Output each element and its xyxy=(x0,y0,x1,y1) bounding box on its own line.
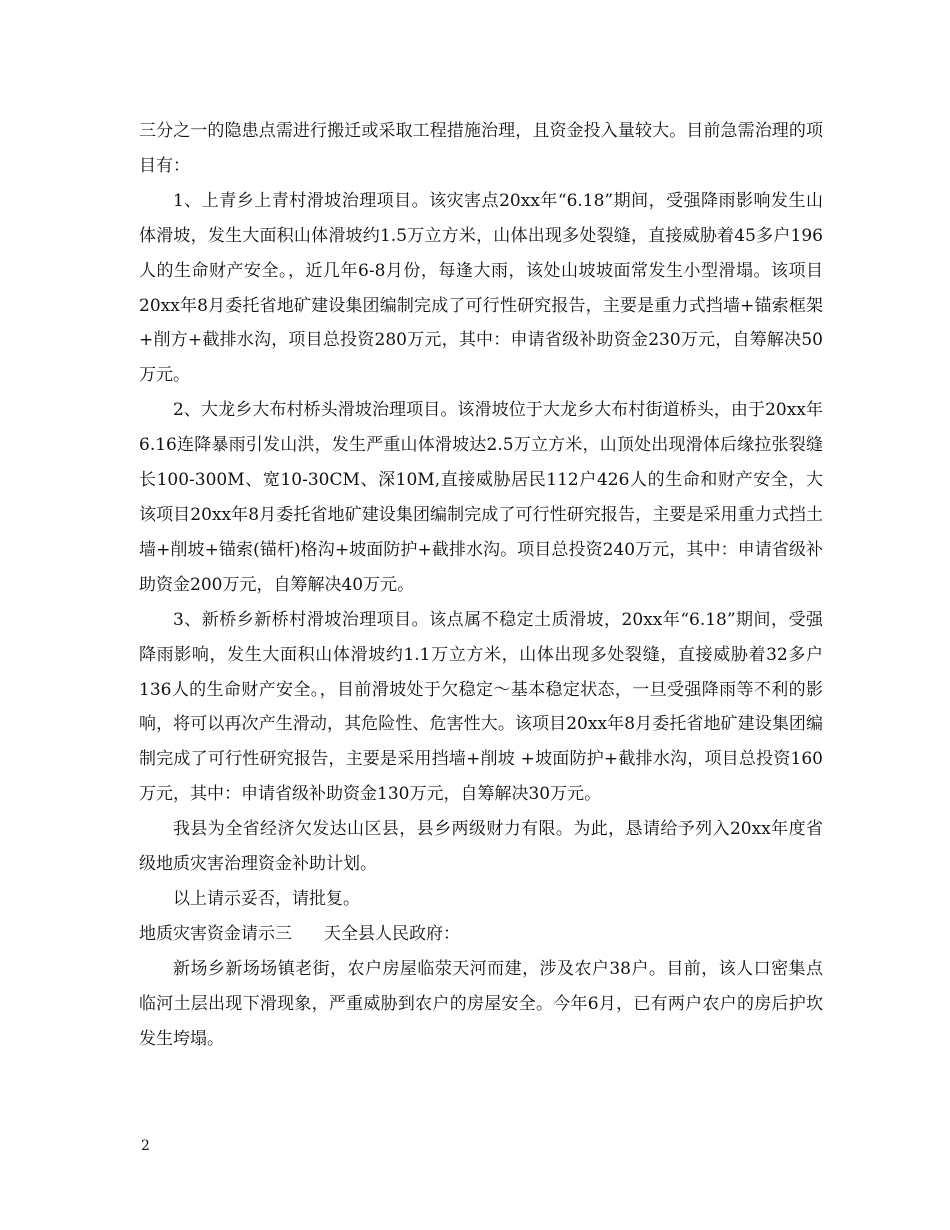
paragraph-project-1: 1、上青乡上青村滑坡治理项目。该灾害点20xx年“6.18”期间，受强降雨影响发生山体滑坡，发生大面积山体滑坡约1.5万立方米，山体出现多处裂缝，直接威胁着45多户196人的生命财产安全。，近几年6-8月份，每逢大雨，该处山坡坡面常发生小型滑塌。该项目20xx年8月委托省地矿建设集团编制完成了可行性研究报告，主要是重力式挡墙+锚索框架+削方+截排水沟，项目总投资280万元，其中：申请省级补助资金230万元，自筹解决50万元。 xyxy=(139,190,823,386)
section-heading-line xyxy=(139,917,823,952)
page-number: 2 xyxy=(141,1138,150,1154)
document-body xyxy=(139,114,823,1056)
paragraph-project-3: 3、新桥乡新桥村滑坡治理项目。该点属不稳定土质滑坡，20xx年“6.18”期间，受强降雨影响，发生大面积山体滑坡约1.1万立方米，山体出现多处裂缝，直接威胁着32多户136人的生命财产安全。，目前滑坡处于欠稳定～基本稳定状态，一旦受强降雨等不利的影响，将可以再次产生滑动，其危险性、危害性大。该项目20xx年8月委托省地矿建设集团编制完成了可行性研究报告，主要是采用挡墙+削坡 +坡面防护+截排水沟，项目总投资160万元，其中：申请省级补助资金130万元，自筹解决30万元。 xyxy=(139,609,823,805)
paragraph-request: 我县为全省经济欠发达山区县，县乡两级财力有限。为此，恳请给予列入20xx年度省级地质灾害治理资金补助计划。 xyxy=(139,819,823,875)
paragraph-xinchang: 新场乡新场场镇老街，农户房屋临荥天河而建，涉及农户38户。目前，该人口密集点临河土层出现下滑现象，严重威胁到农户的房屋安全。今年6月，已有两户农户的房后护坎发生垮塌。 xyxy=(139,958,823,1049)
addressee: 天全县人民政府： xyxy=(324,923,460,944)
paragraph-closing: 以上请示妥否，请批复。 xyxy=(173,888,360,909)
section-title: 地质灾害资金请示三 xyxy=(139,923,292,944)
paragraph-project-2: 2、大龙乡大布村桥头滑坡治理项目。该滑坡位于大龙乡大布村街道桥头，由于20xx年6.16连降暴雨引发山洪，发生严重山体滑坡达2.5万立方米，山顶处出现滑体后缘拉张裂缝长100-300M、宽10-30CM、深10M,直接威胁居民112户426人的生命和财产安全，大该项目20xx年8月委托省地矿建设集团编制完成了可行性研究报告，主要是采用重力式挡土墙+削坡+锚索(锚杆)格沟+坡面防护+截排水沟。项目总投资240万元，其中：申请省级补助资金200万元，自筹解决40万元。 xyxy=(139,400,823,595)
paragraph-continuation: 三分之一的隐患点需进行搬迁或采取工程措施治理，且资金投入量较大。目前急需治理的项目有： xyxy=(139,121,823,176)
